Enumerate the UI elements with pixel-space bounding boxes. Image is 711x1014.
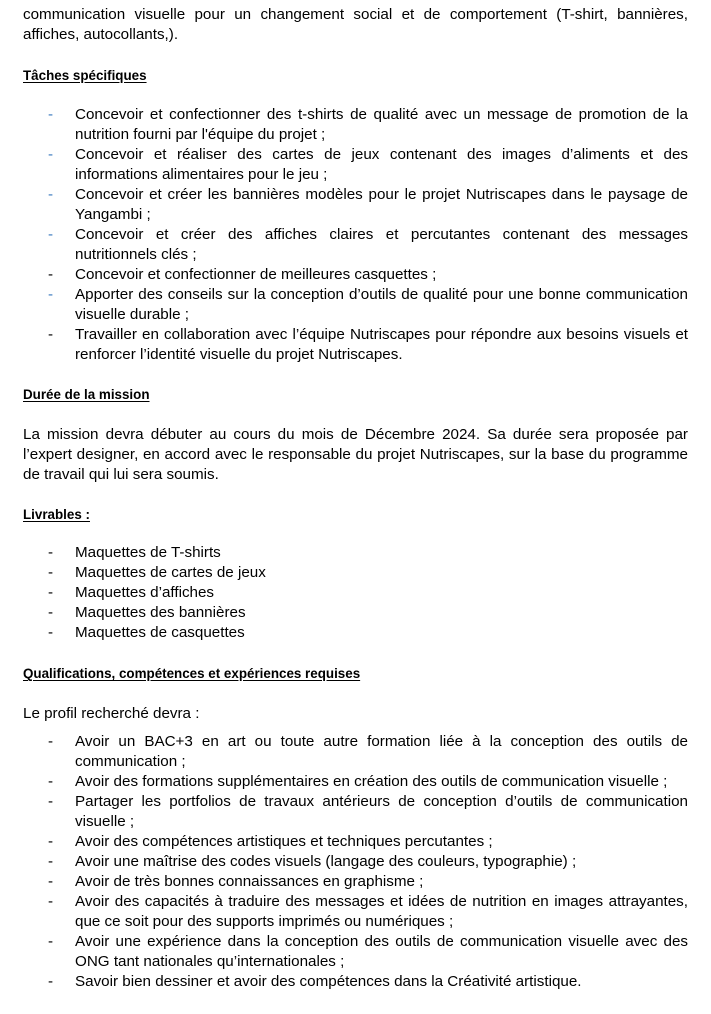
- taches-item: [23, 225, 688, 265]
- bullet-dash: -: [48, 584, 54, 601]
- qualifs-item-text: Avoir une expérience dans la conception des outils de communication visuelle avec des ONG tant nationales qu’internationales ;: [75, 933, 688, 970]
- livrables-list-container: [23, 543, 688, 643]
- livrables-item-text: Maquettes de T-shirts: [75, 544, 221, 561]
- taches-item: [23, 325, 688, 365]
- livrables-item: [23, 563, 688, 583]
- qualifs-intro: Le profil recherché devra :: [23, 705, 200, 722]
- taches-item-text: Travailler en collaboration avec l’équipe Nutriscapes pour répondre aux besoins visuels et renforcer l’identité visuelle du projet Nutriscapes.: [75, 326, 688, 363]
- qualifs-item: [23, 932, 688, 972]
- taches-item-text: Concevoir et créer des affiches claires et percutantes contenant des messages nutritionnels clés ;: [75, 226, 688, 263]
- qualifs-item-text: Partager les portfolios de travaux antérieurs de conception d’outils de communication visuelle ;: [75, 793, 688, 830]
- bullet-dash: -: [48, 833, 54, 850]
- livrables-item: [23, 603, 688, 623]
- duree-paragraph: La mission devra débuter au cours du mois de Décembre 2024. Sa durée sera proposée par l’expert designer, en accord avec le responsable du projet Nutriscapes, sur la base du programme de travail qui lui sera soumis.: [23, 426, 688, 483]
- bullet-dash: -: [48, 604, 54, 621]
- taches-item: [23, 145, 688, 185]
- taches-item-text: Concevoir et confectionner des t-shirts de qualité avec un message de promotion de la nutrition fourni par l'équipe du projet ;: [75, 106, 688, 143]
- bullet-dash: -: [48, 624, 54, 641]
- bullet-dash: -: [48, 873, 54, 890]
- qualifs-item-text: Savoir bien dessiner et avoir des compétences dans la Créativité artistique.: [75, 973, 582, 990]
- section-heading-livrables: [23, 505, 688, 525]
- bullet-dash: -: [48, 106, 54, 123]
- qualifs-item-text: Avoir de très bonnes connaissances en graphisme ;: [75, 873, 424, 890]
- bullet-dash: -: [48, 973, 54, 990]
- bullet-dash: -: [48, 893, 54, 910]
- bullet-dash: -: [48, 933, 54, 950]
- bullet-dash: -: [48, 286, 54, 303]
- qualifs-item: [23, 972, 688, 992]
- bullet-dash: -: [48, 146, 54, 163]
- taches-item-text: Concevoir et confectionner de meilleures casquettes ;: [75, 266, 437, 283]
- qualifs-item: [23, 832, 688, 852]
- qualifs-item-text: Avoir des compétences artistiques et techniques percutantes ;: [75, 833, 493, 850]
- qualifs-list: [23, 732, 688, 992]
- section-heading-duree: [23, 385, 688, 405]
- livrables-item-text: Maquettes des bannières: [75, 604, 246, 621]
- taches-item-text: Apporter des conseils sur la conception d’outils de qualité pour une bonne communication visuelle durable ;: [75, 286, 688, 323]
- qualifs-item-text: Avoir des formations supplémentaires en création des outils de communication visuelle ;: [75, 773, 668, 790]
- livrables-item: [23, 623, 688, 643]
- qualifs-item: [23, 732, 688, 772]
- qualifs-item: [23, 892, 688, 932]
- qualifs-item: [23, 792, 688, 832]
- livrables-heading: Livrables :: [23, 507, 90, 522]
- livrables-item-text: Maquettes d’affiches: [75, 584, 215, 601]
- taches-item: [23, 265, 688, 285]
- livrables-item: [23, 583, 688, 603]
- livrables-item-text: Maquettes de cartes de jeux: [75, 564, 266, 581]
- qualifs-list-container: [23, 732, 688, 992]
- qualifs-item: [23, 872, 688, 892]
- taches-item: [23, 105, 688, 145]
- duree-heading: Durée de la mission: [23, 387, 150, 402]
- qualifs-heading: Qualifications, compétences et expériences requises: [23, 666, 361, 681]
- taches-list: [23, 105, 688, 365]
- bullet-dash: -: [48, 564, 54, 581]
- taches-list-container: [23, 105, 688, 365]
- bullet-dash: -: [48, 326, 54, 343]
- bullet-dash: -: [48, 733, 54, 750]
- bullet-dash: -: [48, 266, 54, 283]
- taches-item-text: Concevoir et créer les bannières modèles pour le projet Nutriscapes dans le paysage de Yangambi ;: [75, 186, 688, 223]
- livrables-list: [23, 543, 688, 643]
- bullet-dash: -: [48, 793, 54, 810]
- taches-item-text: Concevoir et réaliser des cartes de jeux contenant des images d’aliments et des informations alimentaires pour le jeu ;: [75, 146, 688, 183]
- bullet-dash: -: [48, 773, 54, 790]
- section-heading-qualifs: [23, 664, 688, 684]
- section-heading-taches: [23, 66, 688, 86]
- taches-item: [23, 185, 688, 225]
- qualifs-item-text: Avoir des capacités à traduire des messages et idées de nutrition en images attrayantes, que ce soit pour des supports imprimés ou numériques ;: [75, 893, 688, 930]
- bullet-dash: -: [48, 186, 54, 203]
- bullet-dash: -: [48, 226, 54, 243]
- qualifs-item-text: Avoir un BAC+3 en art ou toute autre formation liée à la conception des outils de communication ;: [75, 733, 688, 770]
- bullet-dash: -: [48, 544, 54, 561]
- intro-paragraph: communication visuelle pour un changement social et de comportement (T-shirt, bannières, affiches, autocollants,).: [23, 6, 688, 43]
- livrables-item-text: Maquettes de casquettes: [75, 624, 245, 641]
- livrables-item: [23, 543, 688, 563]
- qualifs-item-text: Avoir une maîtrise des codes visuels (langage des couleurs, typographie) ;: [75, 853, 577, 870]
- qualifs-item: [23, 772, 688, 792]
- taches-item: [23, 285, 688, 325]
- bullet-dash: -: [48, 853, 54, 870]
- qualifs-item: [23, 852, 688, 872]
- taches-heading: Tâches spécifiques: [23, 68, 147, 83]
